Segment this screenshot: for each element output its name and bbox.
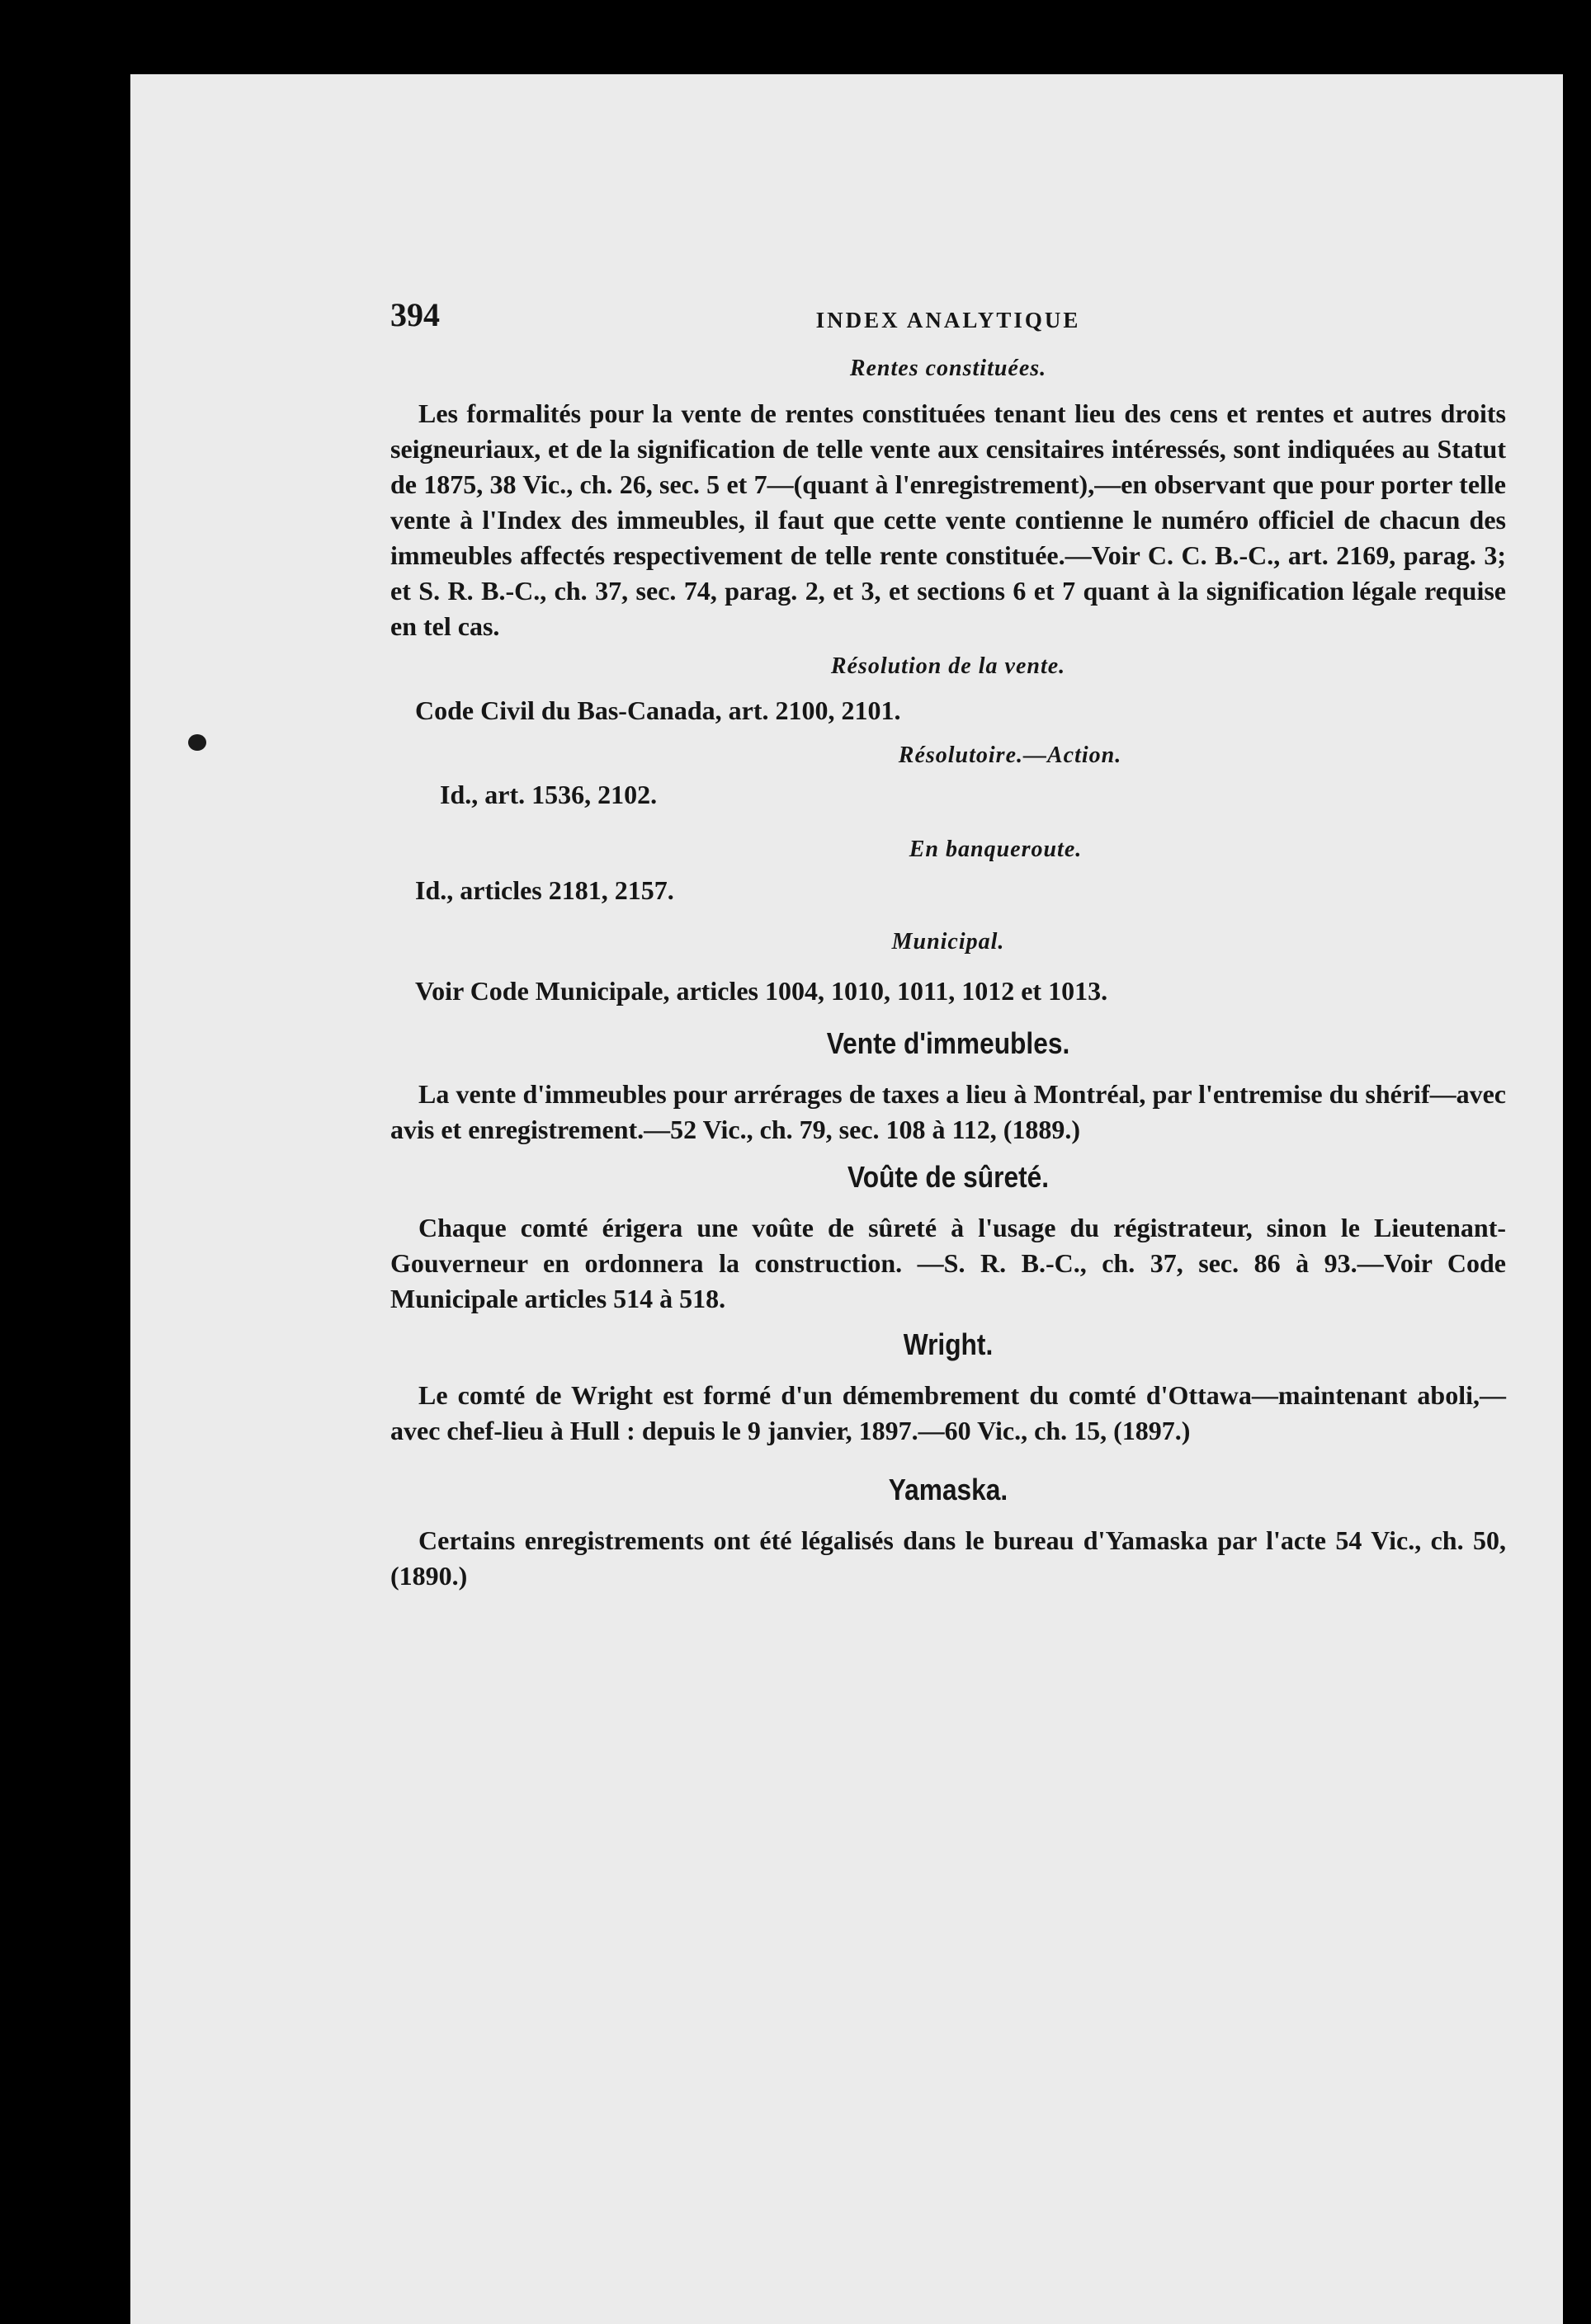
subhead-rentes-constituees: Rentes constituées.	[849, 356, 1047, 381]
ref-resolution-vente: Code Civil du Bas-Canada, art. 2100, 2101.	[415, 695, 901, 725]
heading-voute-surete: Voûte de sûreté.	[847, 1160, 1050, 1194]
subhead-resolution-vente: Résolution de la vente.	[830, 653, 1066, 679]
heading-vente-immeubles: Vente d'immeubles.	[826, 1026, 1070, 1060]
ink-blot	[188, 734, 206, 751]
ref-resolutoire-action: Id., art. 1536, 2102.	[440, 780, 658, 809]
paragraph-rentes-constituees: Les formalités pour la vente de rentes constituées tenant lieu des cens et rentes et autres droits seigneuriaux, et de la signification de telle vente aux censitaires intéressés, sont indiquées au Statut de 1875, 38 Vic., ch. 26, sec. 5 et 7—(quant à l'enregistrement),—en observant que pour porter telle vente à l'Index des immeubles, il faut que cette vente contienne le numéro officiel de chacun des immeubles affectés respectivement de telle rente constituée.—Voir C. C. B.-C., art. 2169, parag. 3; et S. R. B.-C., ch. 37, sec. 74, parag. 2, et 3, et sections 6 et 7 quant à la signification légale requise en tel cas.	[390, 398, 1506, 641]
heading-yamaska: Yamaska.	[888, 1473, 1008, 1506]
page-header	[390, 297, 1506, 346]
ref-municipal: Voir Code Municipale, articles 1004, 1010, 1011, 1012 et 1013.	[415, 976, 1108, 1006]
scanned-page	[130, 74, 1563, 2324]
paragraph-voute-surete: Chaque comté érigera une voûte de sûreté à l'usage du régistrateur, sinon le Lieutenant-Gouverneur en ordonnera la construction. —S. R. B.-C., ch. 37, sec. 86 à 93.—Voir Code Municipale articles 514 à 518.	[390, 1213, 1506, 1313]
running-title: INDEX ANALYTIQUE	[815, 308, 1081, 332]
paragraph-vente-immeubles: La vente d'immeubles pour arrérages de taxes a lieu à Montréal, par l'entremise du shérif—avec avis et enregistrement.—52 Vic., ch. 79, sec. 108 à 112, (1889.)	[390, 1079, 1506, 1144]
page-number: 394	[390, 296, 440, 333]
ref-en-banqueroute: Id., articles 2181, 2157.	[415, 875, 674, 905]
subhead-municipal: Municipal.	[891, 929, 1005, 955]
heading-wright: Wright.	[903, 1327, 994, 1361]
paragraph-wright: Le comté de Wright est formé d'un démembrement du comté d'Ottawa—maintenant aboli,—avec chef-lieu à Hull : depuis le 9 janvier, 1897.—60 Vic., ch. 15, (1897.)	[390, 1380, 1506, 1445]
text-column	[390, 297, 1506, 1594]
paragraph-yamaska: Certains enregistrements ont été légalisés dans le bureau d'Yamaska par l'acte 54 Vic., ch. 50, (1890.)	[390, 1525, 1506, 1591]
subhead-resolutoire-action: Résolutoire.—Action.	[898, 742, 1122, 768]
subhead-en-banqueroute: En banqueroute.	[909, 837, 1083, 862]
